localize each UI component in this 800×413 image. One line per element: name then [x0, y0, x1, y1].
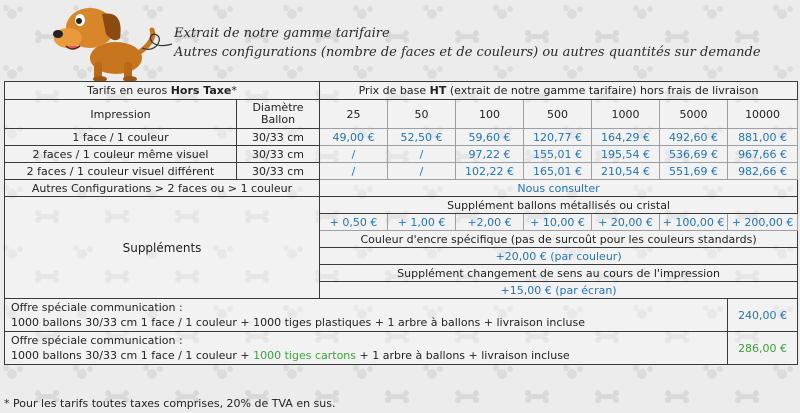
price-cell: 551,69 €: [660, 163, 728, 180]
price-cell: 52,50 €: [388, 129, 456, 146]
supp-encre-label: Couleur d'encre spécifique (pas de surcoût pour les couleurs standards): [320, 231, 798, 248]
price-cell: 536,69 €: [660, 146, 728, 163]
supp-metal-value: +2,00 €: [456, 214, 524, 231]
curly-pointer-icon: [138, 18, 178, 58]
supp-metal-value: + 100,00 €: [660, 214, 728, 231]
price-cell: 97,22 €: [456, 146, 524, 163]
offre-1-title: Offre spéciale communication :: [11, 301, 183, 314]
intro-line-2: Autres configurations (nombre de faces et de couleurs) ou autres quantités sur demande: [174, 45, 761, 60]
supp-encre-value: +20,00 € (par couleur): [320, 248, 798, 265]
price-cell: 881,00 €: [728, 129, 798, 146]
autres-value: Nous consulter: [320, 180, 798, 197]
offre-2-row: [5, 332, 798, 365]
intro-line-1: Extrait de notre gamme tarifaire: [174, 26, 390, 41]
price-cell: 155,01 €: [524, 146, 592, 163]
price-cell: 165,01 €: [524, 163, 592, 180]
supp-metal-label: Supplément ballons métallisés ou cristal: [320, 197, 798, 214]
supplements-label: Suppléments: [5, 197, 320, 299]
price-cell: 49,00 €: [320, 129, 388, 146]
diametre-header: Diamètre Ballon: [237, 100, 320, 129]
price-cell: /: [388, 146, 456, 163]
qty-5000: 5000: [660, 100, 728, 129]
price-cell: 210,54 €: [592, 163, 660, 180]
footnote: * Pour les tarifs toutes taxes comprises, 20% de TVA en sus.: [4, 397, 336, 410]
price-cell: 120,77 €: [524, 129, 592, 146]
pricing-table-wrapper: [4, 81, 797, 365]
table-row: [5, 163, 798, 180]
autres-row: [5, 180, 798, 197]
row-impression: 2 faces / 1 couleur visuel différent: [5, 163, 237, 180]
pricing-table: [4, 81, 798, 365]
supp-metal-row: [5, 197, 798, 214]
supp-metal-value: + 10,00 €: [524, 214, 592, 231]
price-cell: /: [320, 163, 388, 180]
table-row: [5, 129, 798, 146]
table-header-row-2: [5, 100, 798, 129]
offre-1-text: [5, 299, 728, 332]
offre-1-detail: 1000 ballons 30/33 cm 1 face / 1 couleur + 1000 tiges plastiques + 1 arbre à ballons + livraison incluse: [11, 316, 585, 329]
row-diametre: 30/33 cm: [237, 129, 320, 146]
row-impression: 2 faces / 1 couleur même visuel: [5, 146, 237, 163]
qty-25: 25: [320, 100, 388, 129]
table-row: [5, 146, 798, 163]
prix-header: Prix de base HT (extrait de notre gamme tarifaire) hors frais de livraison: [320, 82, 798, 100]
row-impression: 1 face / 1 couleur: [5, 129, 237, 146]
row-diametre: 30/33 cm: [237, 146, 320, 163]
price-cell: 102,22 €: [456, 163, 524, 180]
supp-metal-value: + 1,00 €: [388, 214, 456, 231]
supp-sens-value: +15,00 € (par écran): [320, 282, 798, 299]
offre-1-price: 240,00 €: [728, 299, 798, 332]
offre-2-title: Offre spéciale communication :: [11, 334, 183, 347]
offre-2-price: 286,00 €: [728, 332, 798, 365]
price-cell: 982,66 €: [728, 163, 798, 180]
qty-500: 500: [524, 100, 592, 129]
supp-metal-value: + 20,00 €: [592, 214, 660, 231]
qty-10000: 10000: [728, 100, 798, 129]
qty-100: 100: [456, 100, 524, 129]
supp-sens-label: Supplément changement de sens au cours de l'impression: [320, 265, 798, 282]
price-cell: 59,60 €: [456, 129, 524, 146]
price-cell: /: [388, 163, 456, 180]
price-cell: 195,54 €: [592, 146, 660, 163]
tarifs-header: Tarifs en euros Hors Taxe*: [5, 82, 320, 100]
qty-50: 50: [388, 100, 456, 129]
supp-metal-value: + 200,00 €: [728, 214, 798, 231]
autres-label: Autres Configurations > 2 faces ou > 1 couleur: [5, 180, 320, 197]
offre-2-text: [5, 332, 728, 365]
header: [0, 0, 800, 82]
price-cell: 164,29 €: [592, 129, 660, 146]
row-diametre: 30/33 cm: [237, 163, 320, 180]
qty-1000: 1000: [592, 100, 660, 129]
price-cell: 967,66 €: [728, 146, 798, 163]
price-cell: /: [320, 146, 388, 163]
impression-header: Impression: [5, 100, 237, 129]
offre-1-row: [5, 299, 798, 332]
price-cell: 492,60 €: [660, 129, 728, 146]
offre-2-detail: 1000 ballons 30/33 cm 1 face / 1 couleur + 1000 tiges cartons + 1 arbre à ballons + livraison incluse: [11, 349, 570, 362]
supp-metal-value: + 0,50 €: [320, 214, 388, 231]
table-header-row-1: [5, 82, 798, 100]
